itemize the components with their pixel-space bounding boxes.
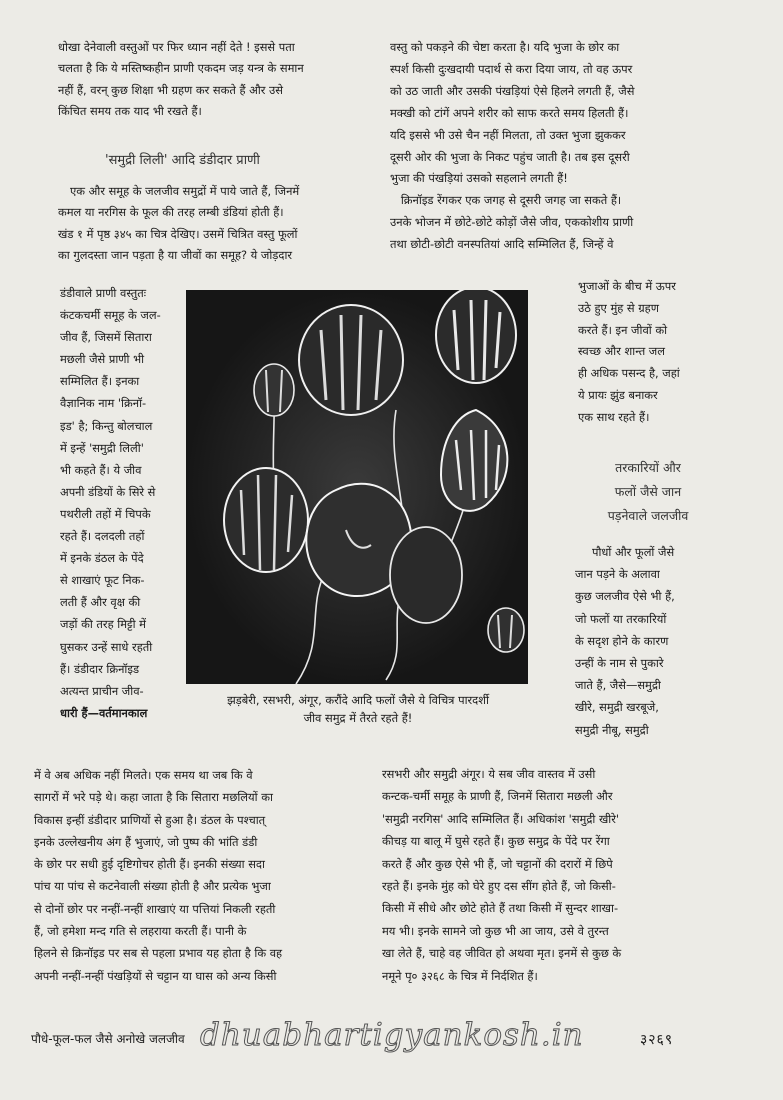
text-line: धोखा देनेवाली वस्तुओं पर फिर ध्यान नहीं देते ! इससे पता [58, 40, 295, 54]
text-line: तथा छोटी-छोटी वनस्पतियां आदि सम्मिलित हैं, जिन्हें वे [390, 237, 614, 252]
section-heading-fruit-vegetable [578, 456, 718, 528]
text-line: भी कहते हैं। ये जीव [60, 462, 142, 477]
text-line: उठे हुए मुंह से ग्रहण [578, 300, 659, 315]
text-line: रहते हैं। इनके मुंह को घेरे हुए दस सींग होते हैं, जो किसी- [382, 879, 616, 894]
text-line: यदि इससे भी उसे चैन नहीं मिलता, तो उक्त भुजा झुककर [390, 127, 626, 142]
text-line: में वे अब अधिक नहीं मिलते। एक समय था जब कि वे [34, 768, 253, 782]
text-line: के छोर पर सधी हुई दृष्टिगोचर होती हैं। इनकी संख्या सदा [34, 857, 265, 872]
text-line: अपनी डंडियों के सिरे से [60, 484, 156, 499]
text-line: से दोनों छोर पर नन्हीं-नन्हीं शाखाएं या पत्तियां निकली रहती [34, 901, 276, 916]
text-line: एक और समूह के जलजीव समुद्रों में पाये जाते हैं, जिनमें [70, 184, 300, 198]
page-number: ३२६९ [640, 1032, 674, 1048]
text-line: 'समुद्री नरगिस' आदि सम्मिलित हैं। अधिकांश 'समुद्री खीरे' [382, 811, 620, 826]
sea-grape-top-center [299, 305, 403, 415]
text-line: एक साथ रहते हैं। [578, 409, 650, 424]
footer-left-text: पौधे-फूल-फल जैसे अनोखे जलजीव [31, 1032, 185, 1046]
right-column-narrow-top [578, 276, 680, 429]
heading-line: पड़नेवाले जलजीव [607, 508, 689, 523]
small-melon-left [254, 364, 294, 416]
text-line: भुजाओं के बीच में ऊपर [578, 279, 676, 293]
text-line: किंचित समय तक याद भी रखते हैं। [58, 103, 202, 118]
caption-line: झड़बेरी, रसभरी, अंगूर, करौंदे आदि फलों जैसे ये विचित्र पारदर्शी [227, 693, 489, 707]
text-line: को उठ जाती और उसकी पंखड़ियां ऐसे हिलने लगती हैं, जैसे [390, 83, 635, 98]
text-line: खा लेते हैं, चाहे वह जीवित हो अथवा मृत। इनमें से कुछ के [382, 946, 622, 961]
text-line: रहते हैं। दलदली तहों [60, 529, 145, 544]
text-line: अपनी नन्हीं-नन्हीं पंखड़ियों से चट्टान या घास को अन्य किसी [34, 968, 277, 983]
text-line: ये प्रायः झुंड बनाकर [578, 387, 658, 402]
text-line: वस्तु को पकड़ने की चेष्टा करता है। यदि भुजा के छोर का [390, 40, 620, 54]
text-line: इड' है; किन्तु बोलचाल [60, 418, 153, 433]
text-line: कुछ जलजीव ऐसे भी हैं, [575, 589, 675, 604]
sea-creatures-illustration [186, 290, 528, 684]
text-line: वैज्ञानिक नाम 'क्रिनॉ- [60, 396, 147, 411]
text-line: में इन्हें 'समुद्री लिली' [60, 440, 144, 455]
text-line: जो फलों या तरकारियों [575, 611, 667, 626]
right-column-narrow-bottom [575, 541, 675, 741]
text-line: हैं। डंडीदार क्रिनॉइड [60, 661, 140, 676]
text-line: सागरों में भरे पड़े थे। कहा जाता है कि सितारा मछलियों का [34, 790, 273, 805]
text-line: लती हैं और वृक्ष की [60, 595, 141, 610]
text-line: क्रिनॉइड रेंगकर एक जगह से दूसरी जगह जा सकते हैं। [390, 193, 622, 208]
illustration-svg [186, 290, 528, 684]
text-line: भुजा की पंखड़ियां उसको सहलाने लगती हैं! [390, 171, 568, 186]
sea-grape-top-right [436, 290, 516, 383]
section-heading-sea-lily: 'समुद्री लिली' आदि डंडीदार प्राणी [105, 153, 260, 168]
text-line: नमूने पृ० ३२६८ के चित्र में निर्दशित हैं। [382, 968, 538, 983]
text-line: घुसकर उन्हें साधे रहती [60, 639, 153, 654]
text-line: स्पर्श किसी दुःखदायी पदार्थ से करा दिया जाय, तो वह ऊपर [390, 61, 633, 76]
caption-line: जीव समुद्र में तैरते रहते हैं! [303, 711, 413, 725]
right-column-top [390, 37, 634, 256]
text-line: से शाखाएं फूट निक- [60, 573, 145, 588]
heading-line: तरकारियों और [615, 460, 681, 475]
text-line: इनके उल्लेखनीय अंग हैं भुजाएं, जो पुष्प की भांति डंडी [34, 834, 258, 849]
text-line: कंटकचर्मी समूह के जल- [60, 308, 161, 323]
text-line: पांच या पांच से कटनेवाली संख्या होती है और प्रत्येक भुजा [34, 879, 271, 894]
text-line: पौधों और फूलों जैसे [592, 545, 675, 559]
text-line: समुद्री नीबू, समुद्री [575, 722, 649, 737]
text-line: नहीं हैं, वरन् कुछ शिक्षा भी ग्रहण कर सकते हैं और उसे [58, 82, 283, 97]
text-line: मछली जैसे प्राणी भी [60, 352, 145, 367]
text-line: में इनके डंठल के पेंदे [60, 551, 144, 566]
text-line: अत्यन्त प्राचीन जीव- [60, 683, 144, 698]
sea-gooseberry-left [224, 468, 308, 572]
left-column-top [58, 37, 304, 122]
heading-line: फलों जैसे जान [614, 484, 682, 499]
text-line: मय भी। इनके सामने जो कुछ भी आ जाय, उसे वे तुरन्त [382, 923, 609, 938]
text-line: के सदृश होने के कारण [575, 633, 669, 648]
text-line: खंड १ में पृष्ठ ३४५ का चित्र देखिए। उसमें चित्रित वस्तु फूलों [58, 226, 298, 241]
text-line: जान पड़ने के अलावा [575, 567, 660, 582]
left-column-bottom [34, 764, 282, 987]
text-line: खीरे, समुद्री खरबूजे, [575, 700, 659, 715]
left-column-wide [58, 181, 300, 266]
text-line: विकास इन्हीं डंडीदार प्राणियों से हुआ है। डंठल के पश्चात् [34, 812, 266, 827]
text-line: कमल या नरगिस के फूल की तरह लम्बी डंडियां होती हैं। [58, 205, 284, 220]
text-line: का गुलदस्ता जान पड़ता है या जीवों का समूह? ये जोड़दार [58, 247, 293, 262]
text-line: दूसरी ओर की भुजा के निकट पहुंच जाती है। तब इस दूसरी [390, 149, 630, 164]
text-line: करते हैं। इन जीवों को [578, 322, 668, 337]
text-line: हैं, जो हमेशा मन्द गति से लहराया करती हैं। पानी के [34, 924, 247, 939]
text-line: धारी हैं—वर्तमानकाल [60, 705, 148, 720]
text-line: रसभरी और समुद्री अंगूर। ये सब जीव वास्तव में उसी [382, 767, 596, 781]
text-line: मक्खी को टांगें अपने शरीर को साफ करते समय हिलती हैं। [390, 105, 629, 120]
text-line: चलता है कि ये मस्तिष्कहीन प्राणी एकदम जड़ यन्त्र के समान [58, 61, 304, 76]
text-line: स्वच्छ और शान्त जल [578, 344, 665, 359]
text-line: ही अधिक पसन्द है, जहां [578, 366, 680, 381]
text-line: किसी में सीधे और छोटे होते हैं तथा किसी में सुन्दर शाखा- [382, 901, 619, 916]
text-line: जड़ों की तरह मिट्टी में [60, 617, 146, 632]
watermark: dhuabhartigyankosh.in [200, 1017, 584, 1053]
text-line: उन्हीं के नाम से पुकारे [575, 656, 664, 671]
text-line: सम्मिलित हैं। इनका [60, 374, 140, 389]
text-line: हिलने से क्रिनॉइड पर सब से पहला प्रभाव यह होता है कि वह [34, 946, 283, 961]
text-line: डंडीवाले प्राणी वस्तुतः [60, 286, 147, 300]
right-column-bottom [382, 763, 621, 987]
text-line: जीव हैं, जिसमें सितारा [60, 330, 152, 345]
text-line: कन्टक-चर्मी समूह के प्राणी हैं, जिनमें सितारा मछली और [382, 789, 613, 804]
text-line: उनके भोजन में छोटे-छोटे कोड़ों जैसे जीव, एककोशीय प्राणी [390, 215, 634, 230]
text-line: पथरीली तहों में चिपके [60, 506, 151, 521]
left-column-narrow [60, 282, 161, 724]
figure-caption [183, 691, 533, 727]
text-line: जाते हैं, जैसे—समुद्री [575, 678, 661, 693]
text-line: कीचड़ या बालू में घुसे रहते हैं। कुछ समुद्र के पेंदे पर रेंगा [382, 834, 610, 849]
text-line: करते हैं और कुछ ऐसे भी हैं, जो चट्टानों की दरारों में छिपे [382, 856, 613, 871]
